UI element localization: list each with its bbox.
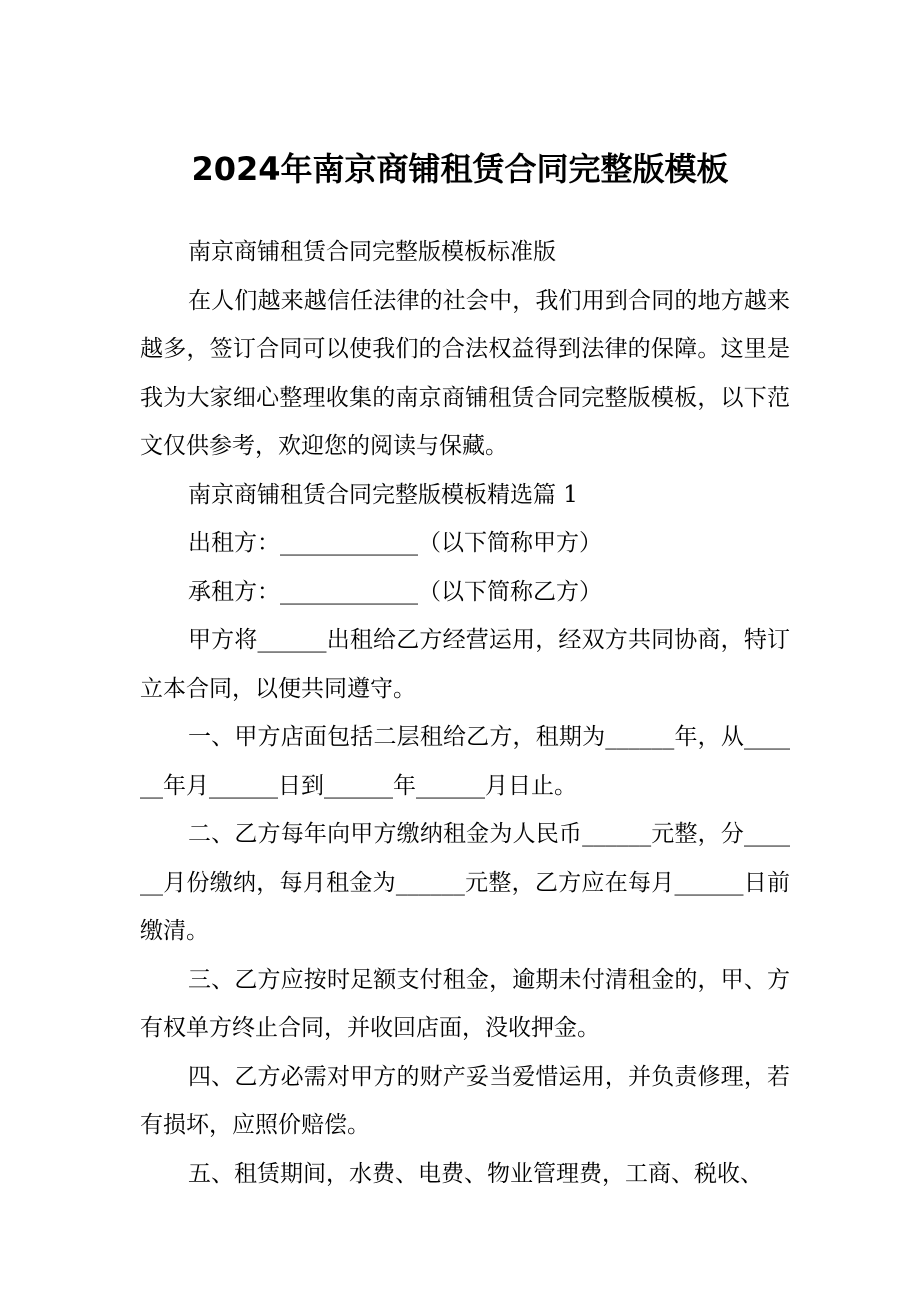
clause-2: 二、乙方每年向甲方缴纳租金为人民币______元整，分______月份缴纳，每月租金为______元整，乙方应在每月______日前缴清。 [140,821,790,944]
document-body [140,228,790,1198]
paragraph-lessee: 承租方：____________（以下简称乙方） [188,578,602,605]
paragraph-subtitle: 南京商铺租赁合同完整版模板标准版 [188,239,556,265]
paragraph-lessor: 出租方：____________（以下简称甲方） [188,530,602,556]
clause-1: 一、甲方店面包括二层租给乙方，租期为______年，从______年月______日到______年______月日止。 [140,724,790,799]
clause-5: 五、租赁期间，水费、电费、物业管理费，工商、税收、 [188,1160,763,1187]
paragraph-preamble: 甲方将______出租给乙方经营运用，经双方共同协商，特订立本合同，以便共同遵守。 [140,627,790,702]
clause-4: 四、乙方必需对甲方的财产妥当爱惜运用，并负责修理，若有损坏，应照价赔偿。 [140,1063,790,1138]
clause-3: 三、乙方应按时足额支付租金，逾期未付清租金的，甲、方有权单方终止合同，并收回店面，没收押金。 [140,966,790,1041]
paragraph-section-heading: 南京商铺租赁合同完整版模板精选篇 1 [188,481,578,508]
paragraph-intro: 在人们越来越信任法律的社会中，我们用到合同的地方越来越多，签订合同可以使我们的合法权益得到法律的保障。这里是我为大家细心整理收集的南京商铺租赁合同完整版模板，以下范文仅供参考，欢迎您的阅读与保藏。 [140,287,790,459]
document-title: 2024年南京商铺租赁合同完整版模板 [191,150,729,188]
